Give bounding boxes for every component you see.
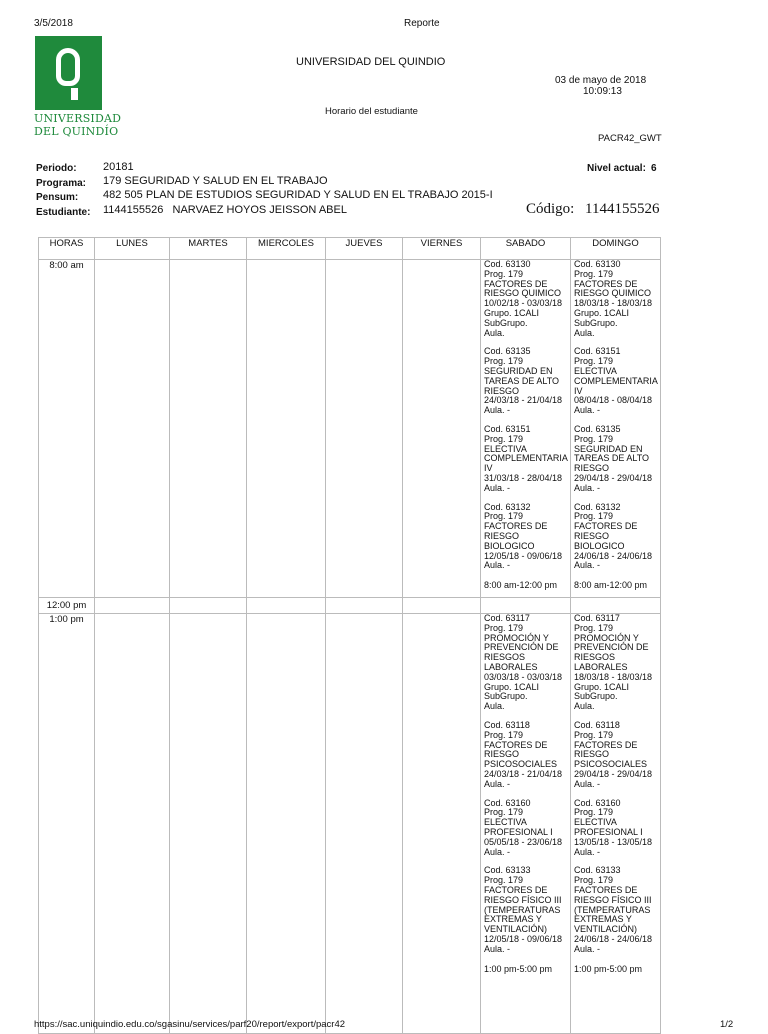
- course-line: Cod. 63118: [484, 719, 530, 730]
- course-line: 03/03/18 - 03/03/18: [484, 671, 563, 682]
- codigo-label: Código:: [526, 201, 575, 217]
- report-subtitle: Horario del estudiante: [325, 106, 418, 117]
- university-name: UNIVERSIDAD DEL QUINDIO: [296, 56, 446, 68]
- course-line: PSICOSOCIALES: [484, 759, 558, 770]
- course-line: Prog. 179: [484, 268, 524, 279]
- empty-cell: [95, 598, 170, 614]
- course-line: Aula. -: [484, 405, 511, 416]
- course-line: ELECTIVA: [574, 817, 617, 828]
- course-line: RIESGO QUIMICO: [484, 288, 562, 299]
- estudiante-label: Estudiante:: [36, 207, 91, 218]
- course-line: RIESGO FÍSICO III: [574, 894, 652, 905]
- periodo-label: Periodo:: [36, 163, 77, 174]
- course-line: RIESGO QUIMICO: [574, 288, 652, 299]
- course-line: FACTORES DE: [574, 884, 638, 895]
- empty-cell: [403, 260, 481, 598]
- course-line: SEGURIDAD EN: [574, 443, 643, 454]
- programa-label: Programa:: [36, 178, 87, 189]
- course-line: Prog. 179: [574, 622, 614, 633]
- course-line: Aula. -: [574, 482, 601, 493]
- empty-cell: [95, 614, 170, 1034]
- course-line: Prog. 179: [574, 433, 614, 444]
- course-line: BIOLOGICO: [484, 540, 535, 551]
- column-header: MIERCOLES: [247, 238, 326, 260]
- course-line: RIESGO FÍSICO III: [484, 894, 562, 905]
- course-line: Grupo. 1CALI: [574, 681, 630, 692]
- column-header: MARTES: [170, 238, 247, 260]
- course-line: VENTILACIÓN): [574, 924, 638, 935]
- course-line: Cod. 63135: [484, 346, 531, 357]
- course-block: [484, 614, 567, 712]
- university-logo: [34, 36, 130, 146]
- course-line: 31/03/18 - 28/04/18: [484, 472, 563, 483]
- course-line: Prog. 179: [484, 622, 524, 633]
- course-line: Grupo. 1CALI: [484, 307, 540, 318]
- course-line: EXTREMAS Y: [574, 914, 632, 925]
- course-line: Aula. -: [574, 405, 601, 416]
- course-line: Prog. 179: [484, 875, 524, 886]
- table-row: [39, 614, 661, 1034]
- time-range: 1:00 pm-5:00 pm: [484, 963, 553, 974]
- course-line: Cod. 63117: [574, 613, 620, 623]
- course-line: RIESGO: [574, 749, 610, 760]
- time-range: 8:00 am-12:00 pm: [484, 580, 558, 591]
- hour-cell: 1:00 pm: [39, 614, 95, 1034]
- course-line: PROMOCIÓN Y: [484, 632, 549, 643]
- course-line: Cod. 63130: [484, 259, 531, 269]
- course-line: Aula.: [484, 327, 505, 338]
- report-code: PACR42_GWT: [598, 133, 662, 144]
- course-line: Cod. 63151: [484, 423, 531, 434]
- course-line: 29/04/18 - 29/04/18: [574, 472, 653, 483]
- nivel-value: 6: [651, 163, 657, 174]
- course-line: BIOLOGICO: [574, 540, 625, 551]
- course-line: Cod. 63132: [574, 501, 621, 512]
- column-header: VIERNES: [403, 238, 481, 260]
- course-line: Aula. -: [574, 560, 601, 571]
- course-line: Grupo. 1CALI: [574, 307, 630, 318]
- sabado-cell: [481, 598, 571, 614]
- course-line: EXTREMAS Y: [484, 914, 542, 925]
- course-line: PROMOCIÓN Y: [574, 632, 639, 643]
- course-line: LABORALES: [484, 661, 538, 672]
- course-line: TAREAS DE ALTO: [574, 453, 650, 464]
- course-line: Prog. 179: [574, 807, 614, 818]
- print-date: 3/5/2018: [34, 18, 73, 29]
- course-line: 18/03/18 - 18/03/18: [574, 671, 653, 682]
- course-line: RIESGOS: [484, 652, 526, 663]
- course-line: 24/06/18 - 24/06/18: [574, 933, 653, 944]
- sabado-cell: [481, 260, 571, 598]
- course-line: Cod. 63117: [484, 613, 530, 623]
- course-line: 24/03/18 - 21/04/18: [484, 768, 563, 779]
- course-line: PREVENCIÓN DE: [484, 642, 559, 653]
- course-line: Aula. -: [574, 778, 601, 789]
- empty-cell: [170, 260, 247, 598]
- column-header: JUEVES: [326, 238, 403, 260]
- course-line: SEGURIDAD EN: [484, 365, 553, 376]
- course-line: FACTORES DE: [574, 278, 638, 289]
- course-line: (TEMPERATURAS: [484, 904, 561, 915]
- course-line: Prog. 179: [574, 356, 614, 367]
- course-line: ELECTIVA: [484, 443, 527, 454]
- course-line: PSICOSOCIALES: [574, 759, 648, 770]
- course-line: RIESGO: [574, 463, 610, 474]
- course-line: COMPLEMENTARIA: [574, 375, 658, 386]
- course-line: FACTORES DE: [484, 521, 548, 532]
- course-line: Cod. 63133: [574, 865, 621, 876]
- course-line: 24/06/18 - 24/06/18: [574, 550, 653, 561]
- course-line: SubGrupo.: [574, 317, 618, 328]
- logo-text-line2: DEL QUINDÍO: [34, 125, 119, 138]
- estudiante-value: 1144155526 NARVAEZ HOYOS JEISSON ABEL: [103, 204, 347, 216]
- course-line: Aula.: [574, 327, 595, 338]
- column-header: LUNES: [95, 238, 170, 260]
- course-block: [574, 614, 657, 712]
- hour-cell: 12:00 pm: [39, 598, 95, 614]
- empty-cell: [326, 598, 403, 614]
- course-line: ELECTIVA: [484, 817, 527, 828]
- column-header: DOMINGO: [571, 238, 661, 260]
- course-line: Aula. -: [484, 778, 511, 789]
- empty-cell: [95, 260, 170, 598]
- course-line: RIESGO: [574, 530, 610, 541]
- course-line: PROFESIONAL I: [574, 826, 643, 837]
- empty-cell: [170, 614, 247, 1034]
- time-range: 1:00 pm-5:00 pm: [574, 963, 643, 974]
- page-number: 1/2: [720, 1019, 734, 1030]
- course-line: Cod. 63130: [574, 259, 621, 269]
- course-line: 24/03/18 - 21/04/18: [484, 395, 563, 406]
- empty-cell: [247, 598, 326, 614]
- course-line: COMPLEMENTARIA: [484, 453, 568, 464]
- course-line: RIESGOS: [574, 652, 616, 663]
- empty-cell: [403, 598, 481, 614]
- nivel-label: Nivel actual:: [587, 163, 646, 174]
- course-line: Cod. 63133: [484, 865, 531, 876]
- table-row: [39, 260, 661, 598]
- empty-cell: [247, 614, 326, 1034]
- course-line: Prog. 179: [484, 511, 524, 522]
- column-header: SABADO: [481, 238, 571, 260]
- codigo-value: 1144155526: [585, 201, 660, 217]
- course-line: Prog. 179: [484, 356, 524, 367]
- course-block: [574, 721, 657, 790]
- course-line: FACTORES DE: [484, 884, 548, 895]
- course-line: Cod. 63132: [484, 501, 531, 512]
- course-line: VENTILACIÓN): [484, 924, 548, 935]
- course-line: 10/02/18 - 03/03/18: [484, 298, 563, 309]
- course-line: Cod. 63118: [574, 719, 620, 730]
- course-line: Aula. -: [574, 943, 601, 954]
- course-line: 13/05/18 - 13/05/18: [574, 836, 653, 847]
- domingo-cell: [571, 614, 661, 1034]
- print-title: Reporte: [404, 18, 440, 29]
- hour-cell: 8:00 am: [39, 260, 95, 598]
- course-line: 05/05/18 - 23/06/18: [484, 836, 563, 847]
- course-line: FACTORES DE: [484, 278, 548, 289]
- course-line: Prog. 179: [484, 729, 524, 740]
- course-line: Aula.: [484, 701, 505, 712]
- course-block: [484, 866, 567, 954]
- report-time: 10:09:13: [583, 86, 622, 97]
- course-block: [484, 799, 567, 858]
- course-line: Prog. 179: [574, 268, 614, 279]
- course-line: ELECTIVA: [574, 365, 617, 376]
- periodo-value: 20181: [103, 161, 134, 173]
- sabado-cell: [481, 614, 571, 1034]
- course-line: SubGrupo.: [574, 691, 618, 702]
- course-line: Aula. -: [574, 846, 601, 857]
- domingo-cell: [571, 260, 661, 598]
- course-line: RIESGO: [484, 385, 520, 396]
- course-line: Aula. -: [484, 846, 511, 857]
- course-block: [484, 425, 567, 494]
- course-line: Cod. 63160: [574, 797, 621, 808]
- empty-cell: [326, 260, 403, 598]
- table-header-row: [39, 238, 661, 260]
- course-line: Cod. 63160: [484, 797, 531, 808]
- course-line: FACTORES DE: [484, 739, 548, 750]
- empty-cell: [170, 598, 247, 614]
- logo-text-line1: UNIVERSIDAD: [34, 112, 122, 125]
- course-line: IV: [484, 463, 493, 474]
- pensum-label: Pensum:: [36, 192, 79, 203]
- empty-cell: [403, 614, 481, 1034]
- course-line: Aula. -: [484, 482, 511, 493]
- course-line: Grupo. 1CALI: [484, 681, 540, 692]
- course-line: 08/04/18 - 08/04/18: [574, 395, 653, 406]
- course-line: Prog. 179: [484, 807, 524, 818]
- course-line: FACTORES DE: [574, 521, 638, 532]
- print-url: https://sac.uniquindio.edu.co/sgasinu/services/parf20/report/export/pacr42: [34, 1019, 346, 1030]
- course-line: TAREAS DE ALTO: [484, 375, 560, 386]
- course-line: Cod. 63135: [574, 423, 621, 434]
- course-block: [574, 503, 657, 572]
- course-block: [484, 260, 567, 338]
- course-line: 18/03/18 - 18/03/18: [574, 298, 653, 309]
- course-line: Cod. 63151: [574, 346, 621, 357]
- course-line: RIESGO: [484, 530, 520, 541]
- table-row: [39, 598, 661, 614]
- course-block: [574, 425, 657, 494]
- pensum-value: 482 505 PLAN DE ESTUDIOS SEGURIDAD Y SALUD EN EL TRABAJO 2015-I: [103, 189, 493, 201]
- course-line: Aula. -: [484, 943, 511, 954]
- course-block: [574, 260, 657, 338]
- course-line: Prog. 179: [484, 433, 524, 444]
- programa-value: 179 SEGURIDAD Y SALUD EN EL TRABAJO: [103, 175, 328, 187]
- course-block: [574, 347, 657, 416]
- course-line: SubGrupo.: [484, 691, 528, 702]
- course-line: (TEMPERATURAS: [574, 904, 651, 915]
- schedule-table: [38, 237, 661, 1034]
- course-line: Prog. 179: [574, 875, 614, 886]
- course-line: FACTORES DE: [574, 739, 638, 750]
- course-block: [484, 503, 567, 572]
- course-block: [484, 347, 567, 416]
- course-line: 12/05/18 - 09/06/18: [484, 933, 563, 944]
- course-line: Aula. -: [484, 560, 511, 571]
- column-header: HORAS: [39, 238, 95, 260]
- time-range: 8:00 am-12:00 pm: [574, 580, 648, 591]
- course-block: [484, 721, 567, 790]
- course-line: Prog. 179: [574, 511, 614, 522]
- course-line: PROFESIONAL I: [484, 826, 553, 837]
- course-line: RIESGO: [484, 749, 520, 760]
- logo-mark: [35, 36, 102, 110]
- course-line: IV: [574, 385, 583, 396]
- course-line: SubGrupo.: [484, 317, 528, 328]
- course-line: Aula.: [574, 701, 595, 712]
- course-line: 12/05/18 - 09/06/18: [484, 550, 563, 561]
- empty-cell: [247, 260, 326, 598]
- course-line: PREVENCIÓN DE: [574, 642, 649, 653]
- domingo-cell: [571, 598, 661, 614]
- report-date: 03 de mayo de 2018: [555, 75, 647, 86]
- course-line: 29/04/18 - 29/04/18: [574, 768, 653, 779]
- course-line: Prog. 179: [574, 729, 614, 740]
- course-block: [574, 866, 657, 954]
- course-block: [574, 799, 657, 858]
- course-line: LABORALES: [574, 661, 628, 672]
- empty-cell: [326, 614, 403, 1034]
